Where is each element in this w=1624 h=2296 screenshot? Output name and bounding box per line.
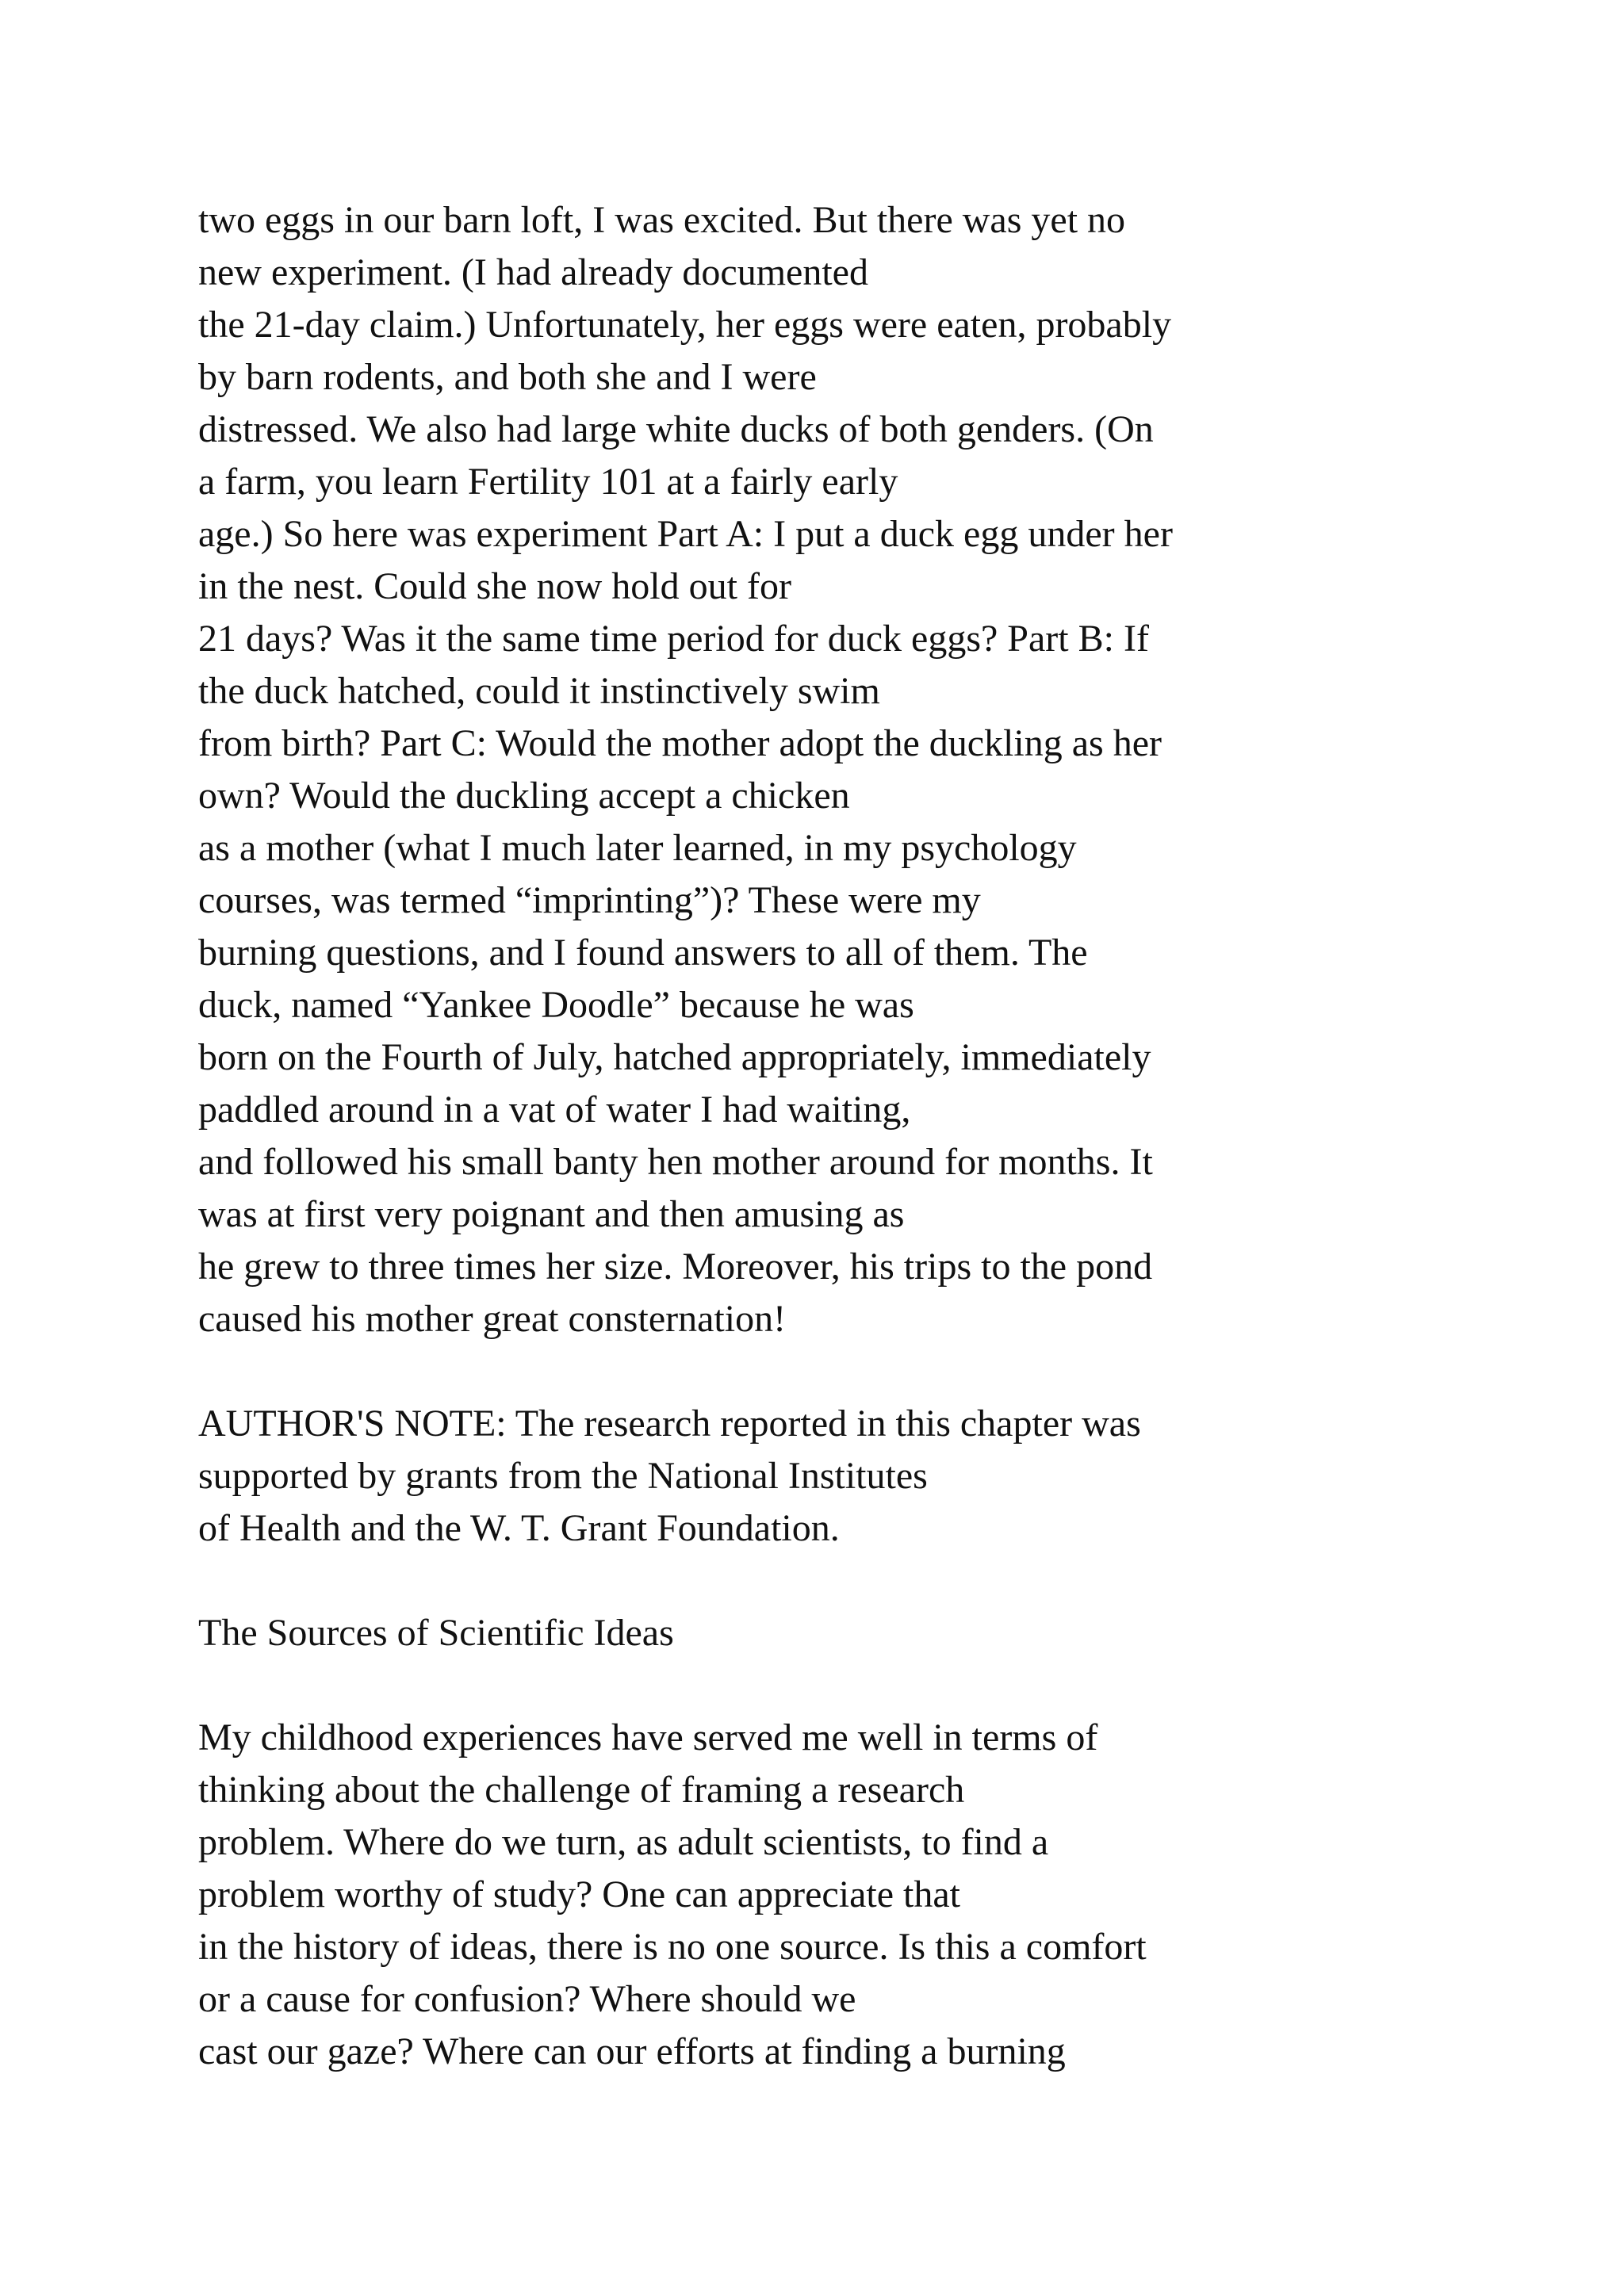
paragraph-gap [198,1659,1546,1712]
text-line: he grew to three times her size. Moreover, his trips to the pond [198,1246,1153,1288]
text-line: in the nest. Could she now hold out for [198,565,791,607]
text-line: problem worthy of study? One can appreciate that [198,1873,960,1915]
text-line: problem. Where do we turn, as adult scientists, to find a [198,1821,1049,1863]
text-line: caused his mother great consternation! [198,1298,787,1340]
text-line: own? Would the duckling accept a chicken [198,775,850,817]
text-line: and followed his small banty hen mother around for months. It [198,1141,1153,1183]
text-line: of Health and the W. T. Grant Foundation. [198,1507,840,1549]
document-page [198,194,1546,2078]
text-line: age.) So here was experiment Part A: I put a duck egg under her [198,513,1173,555]
text-line: thinking about the challenge of framing a research [198,1769,965,1811]
text-line: AUTHOR'S NOTE: The research reported in this chapter was [198,1402,1141,1445]
paragraph-gap [198,1345,1546,1398]
text-line: supported by grants from the National Institutes [198,1455,928,1497]
paragraph-2 [198,1712,1546,2078]
text-line: the 21-day claim.) Unfortunately, her eggs were eaten, probably [198,304,1172,346]
text-line: the duck hatched, could it instinctively swim [198,670,880,712]
text-line: from birth? Part C: Would the mother adopt the duckling as her [198,722,1162,764]
text-line: courses, was termed “imprinting”)? These were my [198,879,981,921]
text-line: 21 days? Was it the same time period for duck eggs? Part B: If [198,618,1149,660]
text-line: duck, named “Yankee Doodle” because he was [198,984,914,1026]
section-heading: The Sources of Scientific Ideas [198,1612,674,1654]
text-line: new experiment. (I had already documented [198,251,868,293]
text-line: born on the Fourth of July, hatched appropriately, immediately [198,1036,1151,1078]
text-line: in the history of ideas, there is no one source. Is this a comfort [198,1926,1147,1968]
text-line: distressed. We also had large white ducks of both genders. (On [198,408,1154,450]
paragraph-gap [198,1555,1546,1607]
text-line: a farm, you learn Fertility 101 at a fairly early [198,461,898,503]
text-line: burning questions, and I found answers to all of them. The [198,932,1088,974]
text-line: or a cause for confusion? Where should we [198,1978,856,2020]
text-line: two eggs in our barn loft, I was excited. But there was yet no [198,199,1126,241]
text-line: by barn rodents, and both she and I were [198,356,817,398]
text-line: as a mother (what I much later learned, in my psychology [198,827,1077,869]
text-line: cast our gaze? Where can our efforts at finding a burning [198,2030,1066,2072]
text-line: My childhood experiences have served me well in terms of [198,1716,1098,1758]
text-line: was at first very poignant and then amusing as [198,1193,905,1235]
paragraph-1 [198,194,1546,1345]
text-line: paddled around in a vat of water I had waiting, [198,1089,911,1131]
author-note [198,1398,1546,1555]
